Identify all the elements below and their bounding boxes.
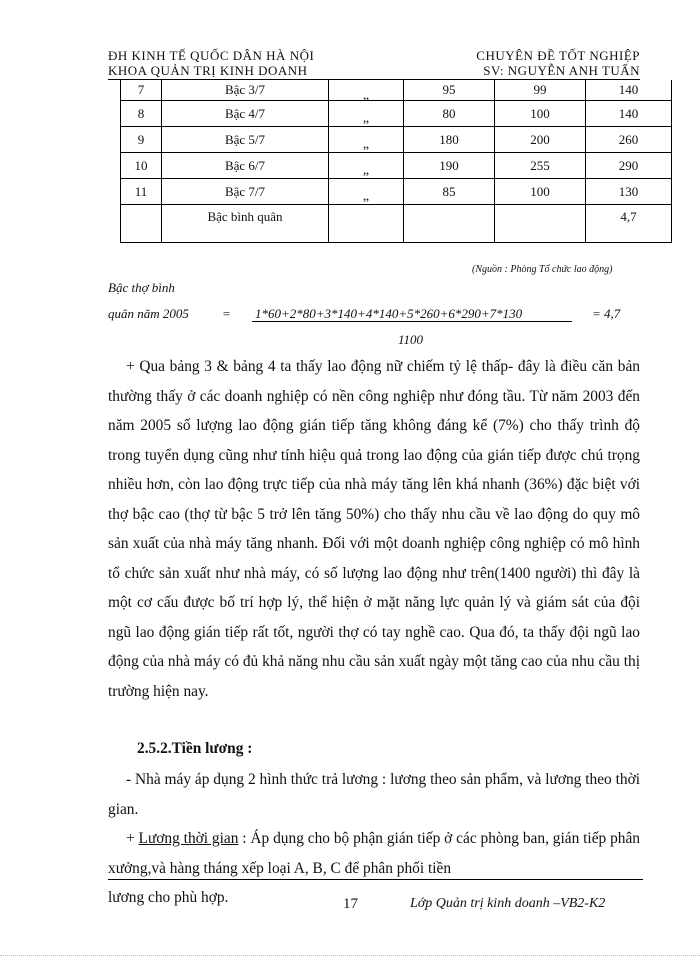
ditto-mark: „ xyxy=(362,163,370,178)
time-wage-term: Lương thời gian xyxy=(138,830,239,847)
formula-result: = 4,7 xyxy=(592,306,621,321)
document-type: CHUYÊN ĐỀ TỐT NGHIỆP xyxy=(476,48,640,63)
time-wage-last-line: lương cho phù hợp. xyxy=(108,889,229,906)
formula-label-2: quân năm 2005 xyxy=(108,306,189,321)
average-row xyxy=(121,205,672,243)
time-wage-paragraph: + Lương thời gian : Áp dụng cho bộ phận gián tiếp ở các phòng ban, gián tiếp phân xưởng,và hàng tháng xếp loại A, B, C để phân phối tiền xyxy=(108,830,641,877)
footer-divider xyxy=(108,879,643,880)
formula-label-1: Bậc thợ bình xyxy=(108,280,175,295)
student-name: SV: NGUYỄN ANH TUẤN xyxy=(483,63,640,78)
faculty-name: KHOA QUẢN TRỊ KINH DOANH xyxy=(108,63,308,78)
fraction-bar xyxy=(252,321,572,322)
table-row: 9 Bậc 5/7 „ 180 200 260 xyxy=(121,127,672,153)
table-row: 11 Bậc 7/7 „ 85 100 130 xyxy=(121,179,672,205)
analysis-paragraph: + Qua bảng 3 & bảng 4 ta thấy lao động nữ chiếm tỷ lệ thấp- đây là điều căn bản thường thấy ở các doanh nghiệp có nền công nghiệp như đóng tầu. Từ năm 2003 đến năm 2005 số lượng lao động gián tiếp tăng không đáng kể (7%) cho thấy trình độ trong tuyển dụng cũng như tính hiệu quả trong lao động của gián tiếp được chú trọng nhiều hơn, còn lao động trực tiếp của nhà máy tăng lên khá nhanh (36%) đặc biệt với thợ bậc cao (thợ từ bậc 5 trở lên tăng 50%) cho thấy nhu cầu về lao động do quy mô sản xuất của nhà máy tăng nhanh. Đối với một doanh nghiệp công nghiệp có mô hình tổ chức sản xuất như nhà máy, có số lượng lao động như trên(1400 người) thì đây là một cơ cấu được bố trí hợp lý, thể hiện ở mặt năng lực quản lý và giám sát của đội ngũ lao động gián tiếp rất tốt, người thợ có tay nghề cao. Qua đó, ta thấy đội ngũ lao động của nhà máy có đủ khả năng nhu cầu sản xuất ngày một tăng cao của nhu cầu thị trường hiện nay. xyxy=(108,358,640,700)
formula-equals: = xyxy=(222,306,231,321)
ditto-mark: „ xyxy=(362,189,370,204)
page-number: 17 xyxy=(343,896,358,912)
header-line-1 xyxy=(108,48,640,64)
wage-forms-paragraph: - Nhà máy áp dụng 2 hình thức trả lương : lương theo sản phẩm, và lương theo thời gian. xyxy=(108,771,640,818)
table-row: 7 Bậc 3/7 „ 95 99 140 xyxy=(121,80,672,101)
formula-numerator: 1*60+2*80+3*140+4*140+5*260+6*290+7*130 xyxy=(255,306,523,321)
section-title: 2.5.2.Tiền lương : xyxy=(137,740,253,757)
ditto-mark: „ xyxy=(362,137,370,152)
university-name: ĐH KINH TẾ QUỐC DÂN HÀ NỘI xyxy=(108,48,315,63)
class-name: Lớp Quản trị kinh doanh –VB2-K2 xyxy=(410,896,606,911)
header-line-2 xyxy=(108,63,640,80)
average-value: 4,7 xyxy=(586,205,672,243)
table-row: 8 Bậc 4/7 „ 80 100 140 xyxy=(121,101,672,127)
table-source: (Nguồn : Phòng Tổ chức lao động) xyxy=(472,264,613,275)
average-label: Bậc bình quân xyxy=(162,205,329,243)
formula-denominator: 1100 xyxy=(398,332,424,347)
table-row: 10 Bậc 6/7 „ 190 255 290 xyxy=(121,153,672,179)
page-edge xyxy=(0,955,700,956)
ditto-mark: „ xyxy=(362,87,370,103)
labor-level-table xyxy=(120,80,672,243)
ditto-mark: „ xyxy=(362,111,370,126)
